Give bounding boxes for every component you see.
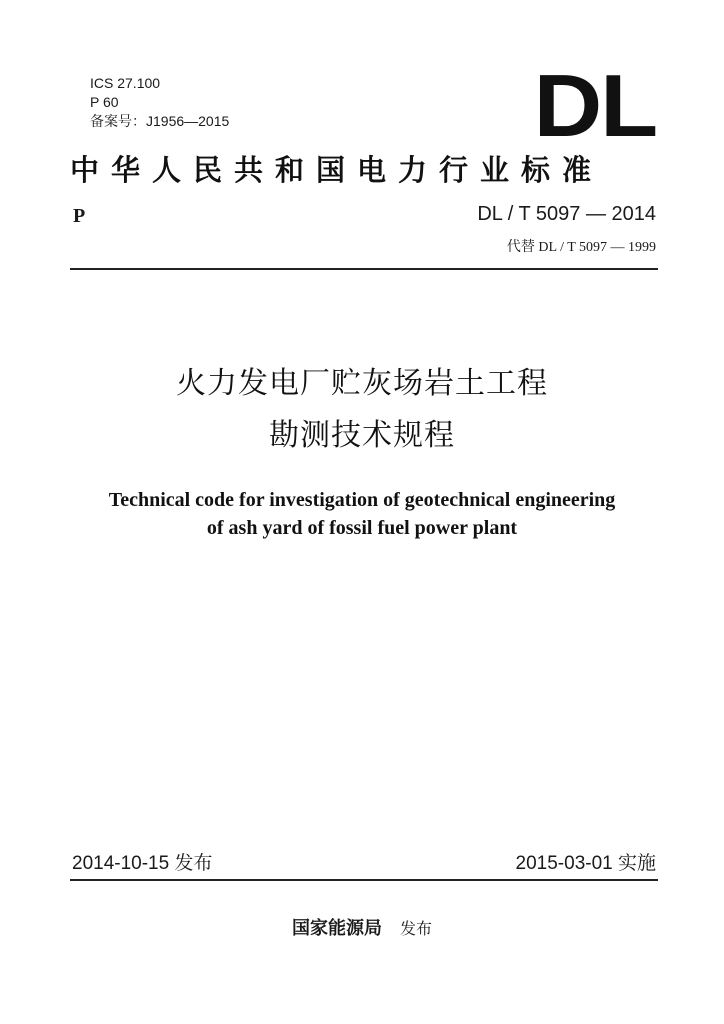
ics-code: ICS 27.100 xyxy=(90,75,161,91)
publisher-organization: 国家能源局 xyxy=(291,918,382,939)
filing-number: 备案号：J1956—2015 xyxy=(90,113,230,129)
document-number: DL / T 5097 — 2014 xyxy=(477,203,656,225)
publisher-action: 发布 xyxy=(399,919,432,938)
title-en-line2: of ash yard of fossil fuel power plant xyxy=(206,517,518,539)
replaces-note: 代替 DL / T 5097 — 1999 xyxy=(506,240,656,255)
standard-type-heading: 中华人民共和国电力行业标准 xyxy=(70,153,604,187)
dl-logo: DL xyxy=(533,74,656,138)
title-cn-line1: 火力发电厂贮灰场岩土工程 xyxy=(176,366,548,401)
category-code: P xyxy=(73,205,86,227)
classification-code: P 60 xyxy=(90,94,119,110)
header-divider xyxy=(70,268,658,270)
title-cn-line2: 勘测技术规程 xyxy=(269,418,455,453)
title-en-line1: Technical code for investigation of geotechnical engineering xyxy=(108,489,616,511)
publisher-line xyxy=(0,914,724,940)
release-date: 2014-10-15 发布 xyxy=(72,853,213,874)
footer-divider xyxy=(70,879,658,881)
classification-block xyxy=(90,74,229,131)
effective-date: 2015-03-01 实施 xyxy=(515,853,656,874)
